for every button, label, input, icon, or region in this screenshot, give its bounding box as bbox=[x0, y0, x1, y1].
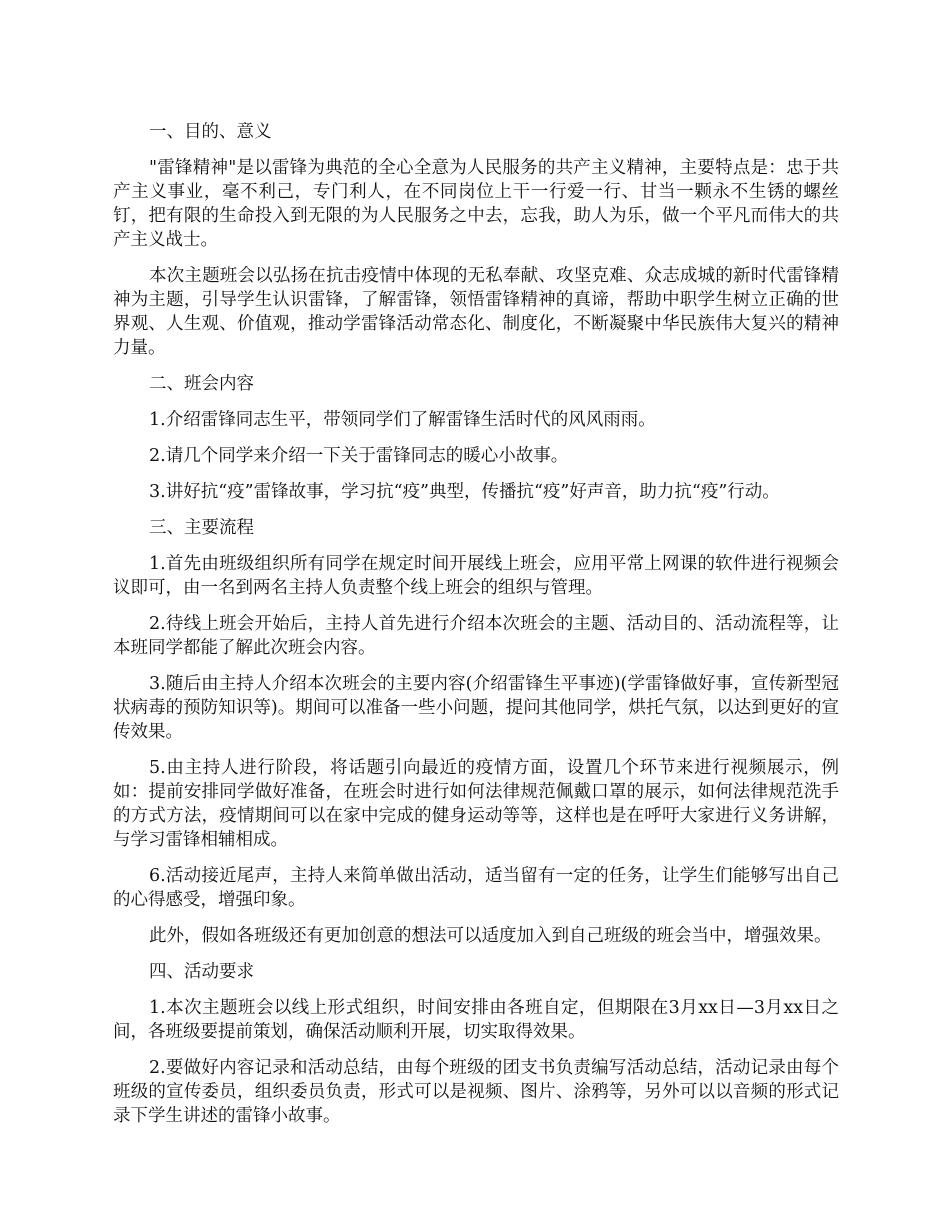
list-item: 1.首先由班级组织所有同学在规定时间开展线上班会，应用平常上网课的软件进行视频会议即可，由一名到两名主持人负责整个线上班会的组织与管理。 bbox=[113, 554, 839, 598]
section-heading-process: 三、主要流程 bbox=[149, 518, 254, 538]
list-item: 2.请几个同学来介绍一下关于雷锋同志的暖心小故事。 bbox=[149, 446, 569, 466]
paragraph: "雷锋精神"是以雷锋为典范的全心全意为人民服务的共产主义精神，主要特点是：忠于共产主义事业，毫不利己，专门利人，在不同岗位上干一行爱一行、甘当一颗永不生锈的螺丝钉，把有限的生命投入到无限的为人民服务之中去，忘我，助人为乐，做一个平凡而伟大的共产主义战士。 bbox=[113, 158, 839, 250]
list-item: 3.随后由主持人介绍本次班会的主要内容(介绍雷锋生平事迹)(学雷锋做好事，宣传新型冠状病毒的预防知识等)。期间可以准备一些小问题，提问其他同学，烘托气氛，以达到更好的宣传效果。 bbox=[113, 674, 839, 742]
document-page bbox=[113, 120, 839, 1140]
section-heading-content: 二、班会内容 bbox=[149, 374, 254, 394]
paragraph: 此外，假如各班级还有更加创意的想法可以适度加入到自己班级的班会当中，增强效果。 bbox=[149, 926, 832, 946]
list-item: 6.活动接近尾声，主持人来简单做出活动，适当留有一定的任务，让学生们能够写出自己的心得感受，增强印象。 bbox=[113, 866, 839, 910]
list-item: 2.要做好内容记录和活动总结，由每个班级的团支书负责编写活动总结，活动记录由每个班级的宣传委员，组织委员负责，形式可以是视频、图片、涂鸦等，另外可以以音频的形式记录下学生讲述的雷锋小故事。 bbox=[113, 1058, 839, 1126]
list-item: 1.本次主题班会以线上形式组织，时间安排由各班自定，但期限在3月xx日—3月xx日之间，各班级要提前策划，确保活动顺利开展，切实取得效果。 bbox=[113, 998, 839, 1042]
list-item: 1.介绍雷锋同志生平，带领同学们了解雷锋生活时代的风风雨雨。 bbox=[149, 410, 656, 430]
list-item: 3.讲好抗“疫”雷锋故事，学习抗“疫”典型，传播抗“疫”好声音，助力抗“疫”行动。 bbox=[149, 482, 780, 502]
list-item: 5.由主持人进行阶段，将话题引向最近的疫情方面，设置几个环节来进行视频展示，例如：提前安排同学做好准备，在班会时进行如何法律规范佩戴口罩的展示，如何法律规范洗手的方式方法，疫情期间可以在家中完成的健身运动等等，这样也是在呼吁大家进行义务讲解，与学习雷锋相辅相成。 bbox=[113, 758, 839, 850]
list-item: 2.待线上班会开始后，主持人首先进行介绍本次班会的主题、活动目的、活动流程等，让本班同学都能了解此次班会内容。 bbox=[113, 614, 839, 658]
section-heading-purpose: 一、目的、意义 bbox=[149, 122, 272, 142]
section-heading-requirements: 四、活动要求 bbox=[149, 962, 254, 982]
paragraph: 本次主题班会以弘扬在抗击疫情中体现的无私奉献、攻坚克难、众志成城的新时代雷锋精神为主题，引导学生认识雷锋，了解雷锋，领悟雷锋精神的真谛，帮助中职学生树立正确的世界观、人生观、价值观，推动学雷锋活动常态化、制度化，不断凝聚中华民族伟大复兴的精神力量。 bbox=[113, 266, 839, 358]
